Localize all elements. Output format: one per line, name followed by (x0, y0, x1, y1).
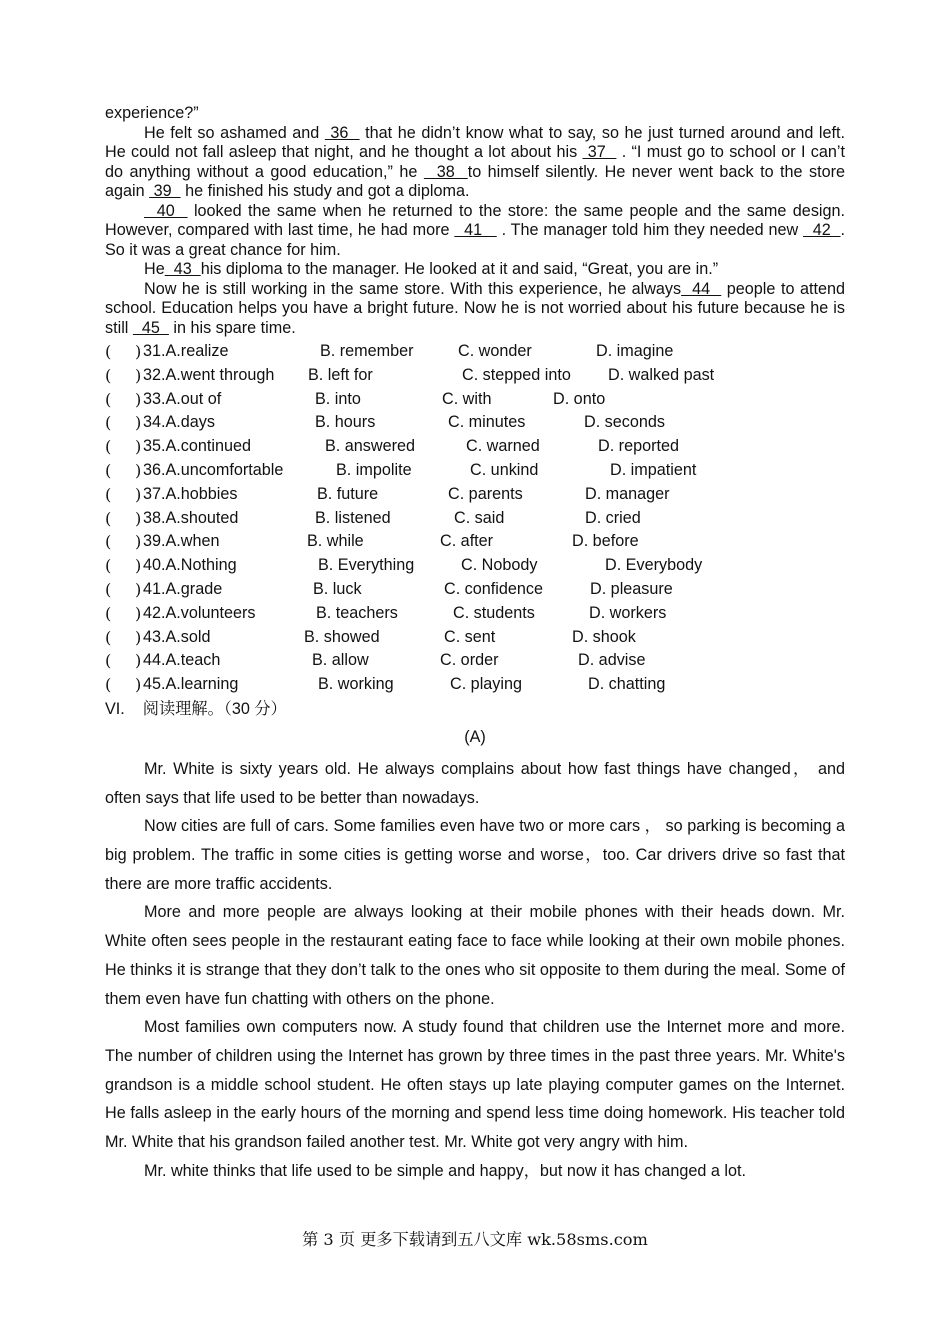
cloze-passage (105, 104, 845, 338)
passage-label: (A) (464, 727, 486, 746)
answer-paren-open: ( (105, 603, 112, 623)
answer-paren-open: ( (105, 460, 112, 480)
answer-paren-open: ( (105, 532, 112, 552)
option-d: D. shook (572, 627, 636, 646)
option-d: D. imagine (596, 342, 674, 360)
cloze-paragraph (105, 104, 845, 124)
option-c: C. said (454, 508, 505, 527)
answer-blank: 37 (582, 143, 617, 161)
option-c: C. parents (448, 484, 523, 503)
option-c: C. wonder (458, 342, 532, 360)
answer-blank: 42 (803, 221, 841, 239)
answer-paren-close: ) (135, 675, 142, 695)
paragraph-text: He felt so ashamed and (144, 123, 325, 142)
paragraph-text: Now he is still working in the same store. With this experience, he always (144, 279, 682, 298)
option-a: 42.A.volunteers (143, 603, 256, 622)
section-number: VI. (105, 699, 125, 718)
answer-paren-close: ) (135, 603, 142, 623)
option-b: B. showed (304, 627, 380, 646)
answer-paren-open: ( (105, 627, 112, 647)
question-row (105, 364, 845, 388)
question-row (105, 435, 845, 459)
answer-blank: 40 (144, 201, 188, 220)
option-b: B. while (307, 532, 364, 551)
answer-paren-close: ) (135, 413, 142, 433)
answer-paren-open: ( (105, 651, 112, 671)
section-heading (105, 697, 845, 721)
option-a: 36.A.uncomfortable (143, 460, 284, 479)
question-row (105, 673, 845, 697)
option-a: 43.A.sold (143, 627, 211, 646)
question-row (105, 578, 845, 602)
option-d: D. workers (589, 603, 667, 622)
answer-paren-close: ) (135, 627, 142, 647)
question-row (105, 507, 845, 531)
option-a: 38.A.shouted (143, 508, 239, 527)
question-row (105, 388, 845, 412)
answer-paren-close: ) (135, 389, 142, 409)
option-a: 33.A.out of (143, 389, 222, 408)
paragraph-text: . So it was a great chance for him. (105, 221, 845, 259)
question-row (105, 530, 845, 554)
option-d: D. walked past (608, 365, 715, 384)
option-b: B. luck (313, 579, 362, 598)
option-b: B. impolite (336, 460, 412, 479)
option-d: D. cried (585, 508, 641, 527)
option-d: D. reported (598, 437, 679, 456)
option-c: C. unkind (470, 460, 539, 479)
answer-paren-open: ( (105, 484, 112, 504)
option-d: D. Everybody (605, 556, 703, 575)
answer-blank: 36 (324, 123, 360, 142)
document-page (105, 104, 845, 1186)
option-c: C. with (442, 389, 492, 408)
answer-paren-open: ( (105, 556, 112, 576)
option-b: B. future (317, 484, 379, 503)
option-c: C. sent (444, 627, 496, 646)
option-a: 44.A.teach (143, 651, 221, 670)
option-c: C. Nobody (461, 556, 538, 575)
option-d: D. before (572, 532, 639, 551)
answer-paren-close: ) (135, 460, 142, 480)
answer-paren-close: ) (135, 651, 142, 671)
option-a: 45.A.learning (143, 675, 239, 694)
paragraph-text: in his spare time. (168, 318, 296, 337)
option-b: B. hours (315, 413, 376, 432)
option-d: D. pleasure (590, 579, 673, 598)
question-list (105, 340, 845, 697)
option-b: B. listened (315, 508, 391, 527)
option-b: B. working (318, 675, 394, 694)
question-row (105, 602, 845, 626)
paragraph-text: He (144, 260, 165, 278)
paragraph-text: experience?” (105, 104, 199, 122)
option-d: D. manager (585, 484, 670, 503)
answer-paren-close: ) (135, 437, 142, 457)
option-b: B. remember (320, 342, 414, 360)
option-a: 34.A.days (143, 413, 215, 432)
option-c: C. stepped into (462, 365, 571, 384)
answer-blank: 43 (164, 260, 201, 278)
cloze-paragraph (105, 202, 845, 261)
option-d: D. seconds (584, 413, 665, 432)
cloze-paragraph (105, 124, 845, 202)
option-c: C. confidence (444, 579, 543, 598)
option-c: C. warned (466, 437, 540, 456)
answer-paren-open: ( (105, 365, 112, 385)
answer-paren-close: ) (135, 508, 142, 528)
cloze-paragraph (105, 260, 845, 280)
passage-paragraph: Mr. white thinks that life used to be simple and happy，but now it has changed a lot. (144, 1161, 746, 1180)
option-a: 40.A.Nothing (143, 556, 237, 575)
answer-paren-close: ) (135, 532, 142, 552)
option-c: C. order (440, 651, 499, 670)
question-row (105, 649, 845, 673)
answer-blank: 44 (681, 279, 722, 298)
option-d: D. impatient (610, 460, 697, 479)
question-row (105, 483, 845, 507)
option-b: B. allow (312, 651, 369, 670)
paragraph-text: he finished his study and got a diploma. (180, 182, 470, 200)
cloze-paragraph (105, 280, 845, 339)
passage-paragraph: Most families own computers now. A study found that children use the Internet more and more. The number of children using the Internet has grown by three times in the past three years. Mr. White's grandson is a middle school student. He often stays up late playing computer games on the Internet. He falls asleep in the early hours of the morning and spend less time doing homework. His teacher told Mr. White that his grandson failed another test. Mr. White got very angry with him. (105, 1018, 845, 1152)
answer-blank: 41 (454, 221, 497, 239)
answer-paren-open: ( (105, 675, 112, 695)
paragraph-text: people to attend school. Education helps you have a bright future. Now he is not worried about his future because he is still (105, 279, 845, 337)
paragraph-text: . “I must go to school or I can’t do anything without a good education,” he (105, 143, 845, 181)
question-row (105, 411, 845, 435)
answer-paren-close: ) (135, 342, 142, 361)
answer-paren-open: ( (105, 437, 112, 457)
answer-paren-open: ( (105, 508, 112, 528)
passage-paragraph: Now cities are full of cars. Some families even have two or more cars ， so parking is becoming a big problem. The traffic in some cities is getting worse and worse，too. Car drivers drive so fast that there are more traffic accidents. (105, 817, 845, 893)
paragraph-text: to himself silently. He never went back to the store again (105, 162, 845, 200)
answer-blank: 39 (149, 182, 181, 200)
page-footer: 第 3 页 更多下载请到五八文库 wk.58sms.com (302, 1230, 648, 1249)
answer-paren-close: ) (135, 365, 142, 385)
option-a: 35.A.continued (143, 437, 252, 456)
option-a: 39.A.when (143, 532, 220, 551)
question-row (105, 340, 845, 364)
option-c: C. minutes (448, 413, 526, 432)
question-row (105, 459, 845, 483)
option-d: D. advise (578, 651, 646, 670)
option-b: B. left for (308, 365, 373, 384)
paragraph-text: looked the same when he returned to the store: the same people and the same design. However, compared with last time, he had more (105, 201, 846, 239)
question-row (105, 626, 845, 650)
option-d: D. chatting (588, 675, 666, 694)
paragraph-text: . The manager told him they needed new (496, 221, 804, 239)
option-a: 41.A.grade (143, 579, 223, 598)
option-a: 31.A.realize (143, 342, 229, 360)
passage-paragraph: Mr. White is sixty years old. He always complains about how fast things have changed， and often says that life used to be better than nowadays. (105, 759, 845, 807)
answer-paren-open: ( (105, 579, 112, 599)
option-c: C. students (453, 603, 535, 622)
section-title: 阅读理解。（30 分） (142, 699, 287, 718)
option-b: B. into (315, 389, 361, 408)
answer-paren-close: ) (135, 484, 142, 504)
answer-paren-close: ) (135, 579, 142, 599)
paragraph-text: that he didn’t know what to say, so he just turned around and left. He could not fall asleep that night, and he thought a lot about his (105, 123, 845, 161)
option-c: C. playing (450, 675, 522, 694)
answer-paren-open: ( (105, 413, 112, 433)
option-c: C. after (440, 532, 494, 551)
answer-paren-open: ( (105, 389, 112, 409)
option-b: B. Everything (318, 556, 415, 575)
option-a: 32.A.went through (143, 365, 275, 384)
answer-blank: 38 (423, 162, 468, 181)
paragraph-text: his diploma to the manager. He looked at it and said, “Great, you are in.” (200, 260, 719, 278)
answer-paren-open: ( (105, 342, 112, 361)
option-a: 37.A.hobbies (143, 484, 238, 503)
question-row (105, 554, 845, 578)
reading-passage (105, 755, 845, 1186)
option-b: B. answered (325, 437, 415, 456)
passage-paragraph: More and more people are always looking at their mobile phones with their heads down. Mr. White often sees people in the restaurant eating face to face while looking at their own mobile phones. He thinks it is strange that they don’t talk to the ones who sit opposite to them during the meal. Some of them even have fun chatting with others on the phone. (105, 903, 845, 1008)
option-b: B. teachers (316, 603, 398, 622)
option-d: D. onto (553, 389, 606, 408)
answer-paren-close: ) (135, 556, 142, 576)
answer-blank: 45 (132, 318, 169, 337)
